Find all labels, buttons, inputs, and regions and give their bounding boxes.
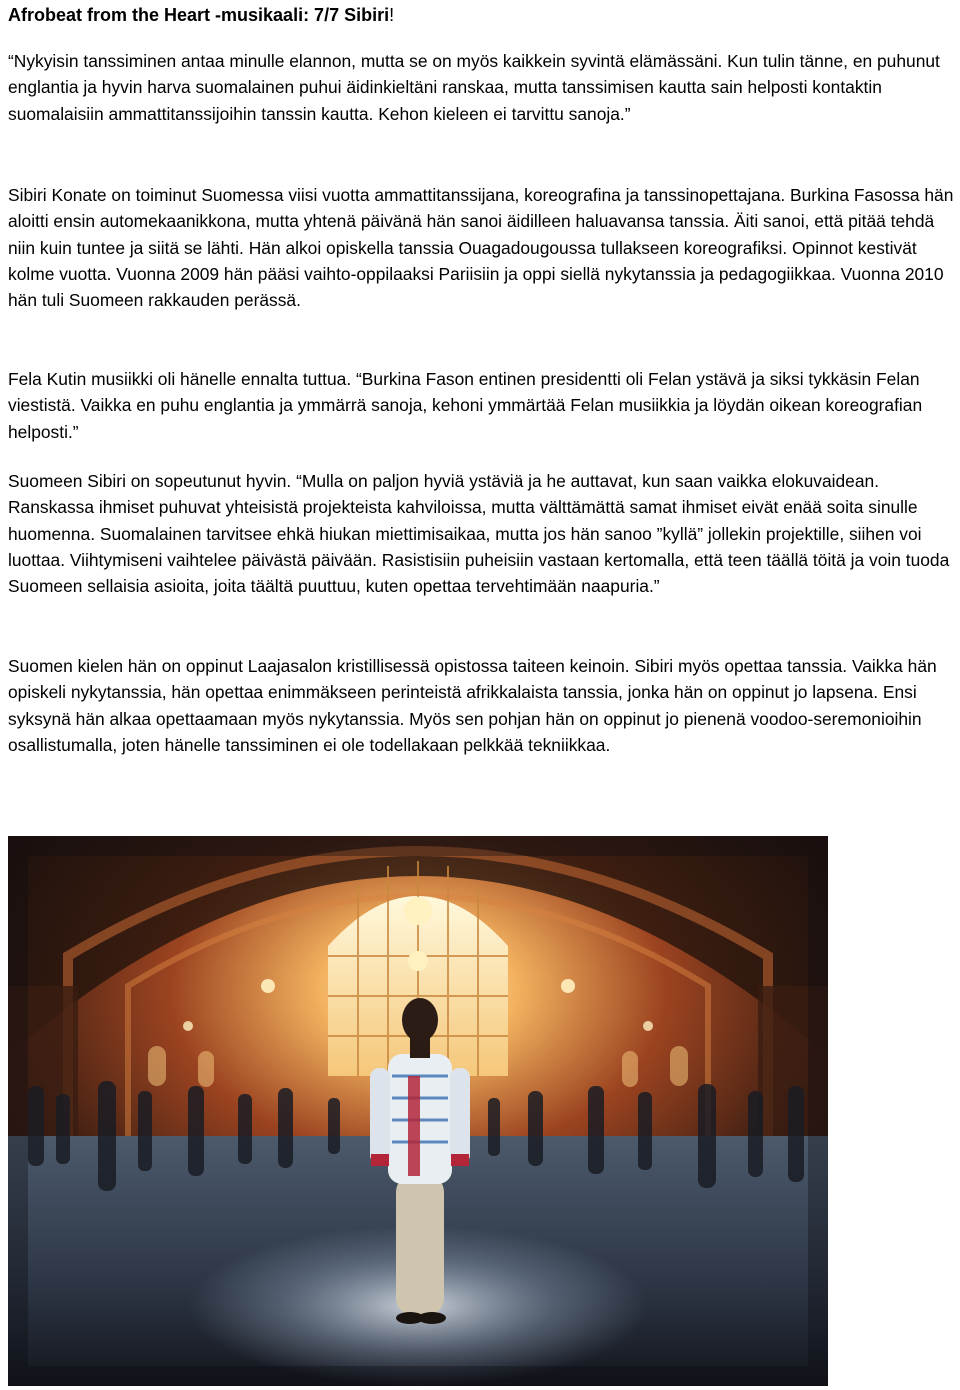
article-title-text: Afrobeat from the Heart -musikaali: 7/7 Sibiri — [8, 5, 390, 25]
article-title-suffix: ! — [389, 5, 395, 25]
paragraph-biography: Sibiri Konate on toiminut Suomessa viisi vuotta ammattitanssijana, koreografina ja tanssinopettajana. Burkina Fasossa hän aloitti ensin automekaanikkona, mutta yhtenä päivänä hän sanoi äidilleen haluavansa tanssia. Äiti sanoi, että pitää tehdä niin kuin tuntee ja siitä se lähti. Hän alkoi opiskella tanssia Ouagadougoussa tullakseen koreografiksi. Opinnot kestivät kolme vuotta. Vuonna 2009 hän pääsi vaihto-oppilaaksi Pariisiin ja oppi siellä nykytanssia ja pedagogiikkaa. Vuonna 2010 hän tuli Suomeen rakkauden perässä. — [8, 185, 954, 311]
article-title — [8, 4, 394, 26]
paragraph-fela-kuti: Fela Kutin musiikki oli hänelle ennalta tuttua. “Burkina Fason entinen presidentti oli Felan ystävä ja siksi tykkäsin Felan viestistä. Vaikka en puhu englantia ja ymmärrä sanoja, kehoni ymmärtää Felan musiikkia ja löydän oikean koreografian helposti.” — [8, 369, 923, 442]
paragraph-quote-intro: “Nykyisin tanssiminen antaa minulle elannon, mutta se on myös kaikkein syvintä elämässäni. Kun tulin tänne, en puhunut englantia ja hyvin harva suomalainen puhui äidinkieltäni ranskaa, mutta tanssimisen kautta sain helposti kontaktin suomalaisiin ammattitanssijoihin tanssin kautta. Kehon kieleen ei tarvittu sanoja.” — [8, 51, 940, 124]
photo-station-hall-dancer-icon — [8, 836, 828, 1386]
paragraph-teaching: Suomen kielen hän on oppinut Laajasalon kristillisessä opistossa taiteen keinoin. Sibiri myös opettaa tanssia. Vaikka hän opiskeli nykytanssia, hän opettaa enimmäkseen perinteistä afrikkalaista tanssia, jonka hän on oppinut jo lapsena. Ensi syksynä hän alkaa opettaamaan myös nykytanssia. Myös sen pohjan hän on oppinut jo pienenä voodoo-seremonioihin osallistumalla, joten hänelle tanssiminen ei ole todellakaan pelkkää tekniikkaa. — [8, 656, 937, 755]
article-photo — [8, 836, 828, 1386]
paragraph-finland-adaptation: Suomeen Sibiri on sopeutunut hyvin. “Mulla on paljon hyviä ystäviä ja he auttavat, kun saan vaikka elokuvaidean. Ranskassa ihmiset puhuvat yhteisistä projekteista kahviloissa, mutta välttämättä samat ihmiset eivät enää soita sinulle huomenna. Suomalainen tarvitsee ehkä hiukan miettimisaikaa, mutta jos hän sanoo ”kyllä” jollekin projektille, siihen voi luottaa. Viihtymiseni vaihtelee päivästä päivään. Rasistisiin puheisiin vastaan kertomalla, että teen täällä töitä ja voin tuoda Suomeen sellaisia asioita, joita täältä puuttuu, kuten opettaa tervehtimään naapuria.” — [8, 471, 950, 597]
